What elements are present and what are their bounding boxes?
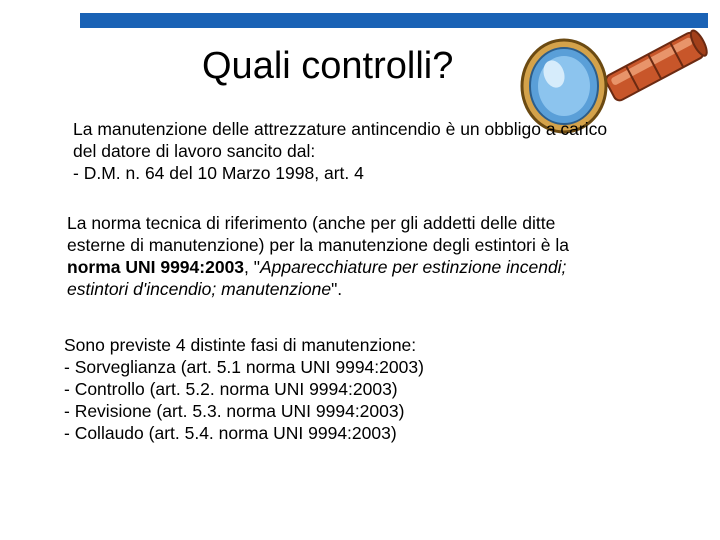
- norm-title-part1: Apparecchiature per estinzione incendi;: [259, 257, 567, 277]
- text-line: del datore di lavoro sancito dal:: [73, 141, 316, 161]
- text-line: esterne di manutenzione) per la manutenzione degli estintori è la: [67, 235, 569, 255]
- phases-intro: Sono previste 4 distinte fasi di manutenzione:: [64, 335, 417, 355]
- paragraph-technical-norm: [67, 212, 569, 300]
- closing-text: ".: [331, 279, 343, 299]
- list-item: - Revisione (art. 5.3. norma UNI 9994:2003): [64, 401, 405, 421]
- paragraph-maintenance-phases: [64, 334, 424, 444]
- separator-text: , ": [244, 257, 260, 277]
- list-item: - Controllo (art. 5.2. norma UNI 9994:2003): [64, 379, 398, 399]
- text-line: La manutenzione delle attrezzature antincendio è un obbligo a carico: [73, 119, 608, 139]
- norm-reference: norma UNI 9994:2003: [67, 257, 245, 277]
- text-line: [67, 256, 569, 278]
- list-item: - Collaudo (art. 5.4. norma UNI 9994:2003): [64, 423, 397, 443]
- list-item: - Sorveglianza (art. 5.1 norma UNI 9994:2003): [64, 357, 424, 377]
- text-line: - D.M. n. 64 del 10 Marzo 1998, art. 4: [73, 163, 364, 183]
- paragraph-obligation: [73, 118, 607, 184]
- slide-title: Quali controlli?: [202, 45, 454, 87]
- norm-title-part2: estintori d'incendio; manutenzione: [67, 279, 332, 299]
- text-line: La norma tecnica di riferimento (anche per gli addetti delle ditte: [67, 213, 556, 233]
- text-line: [67, 278, 569, 300]
